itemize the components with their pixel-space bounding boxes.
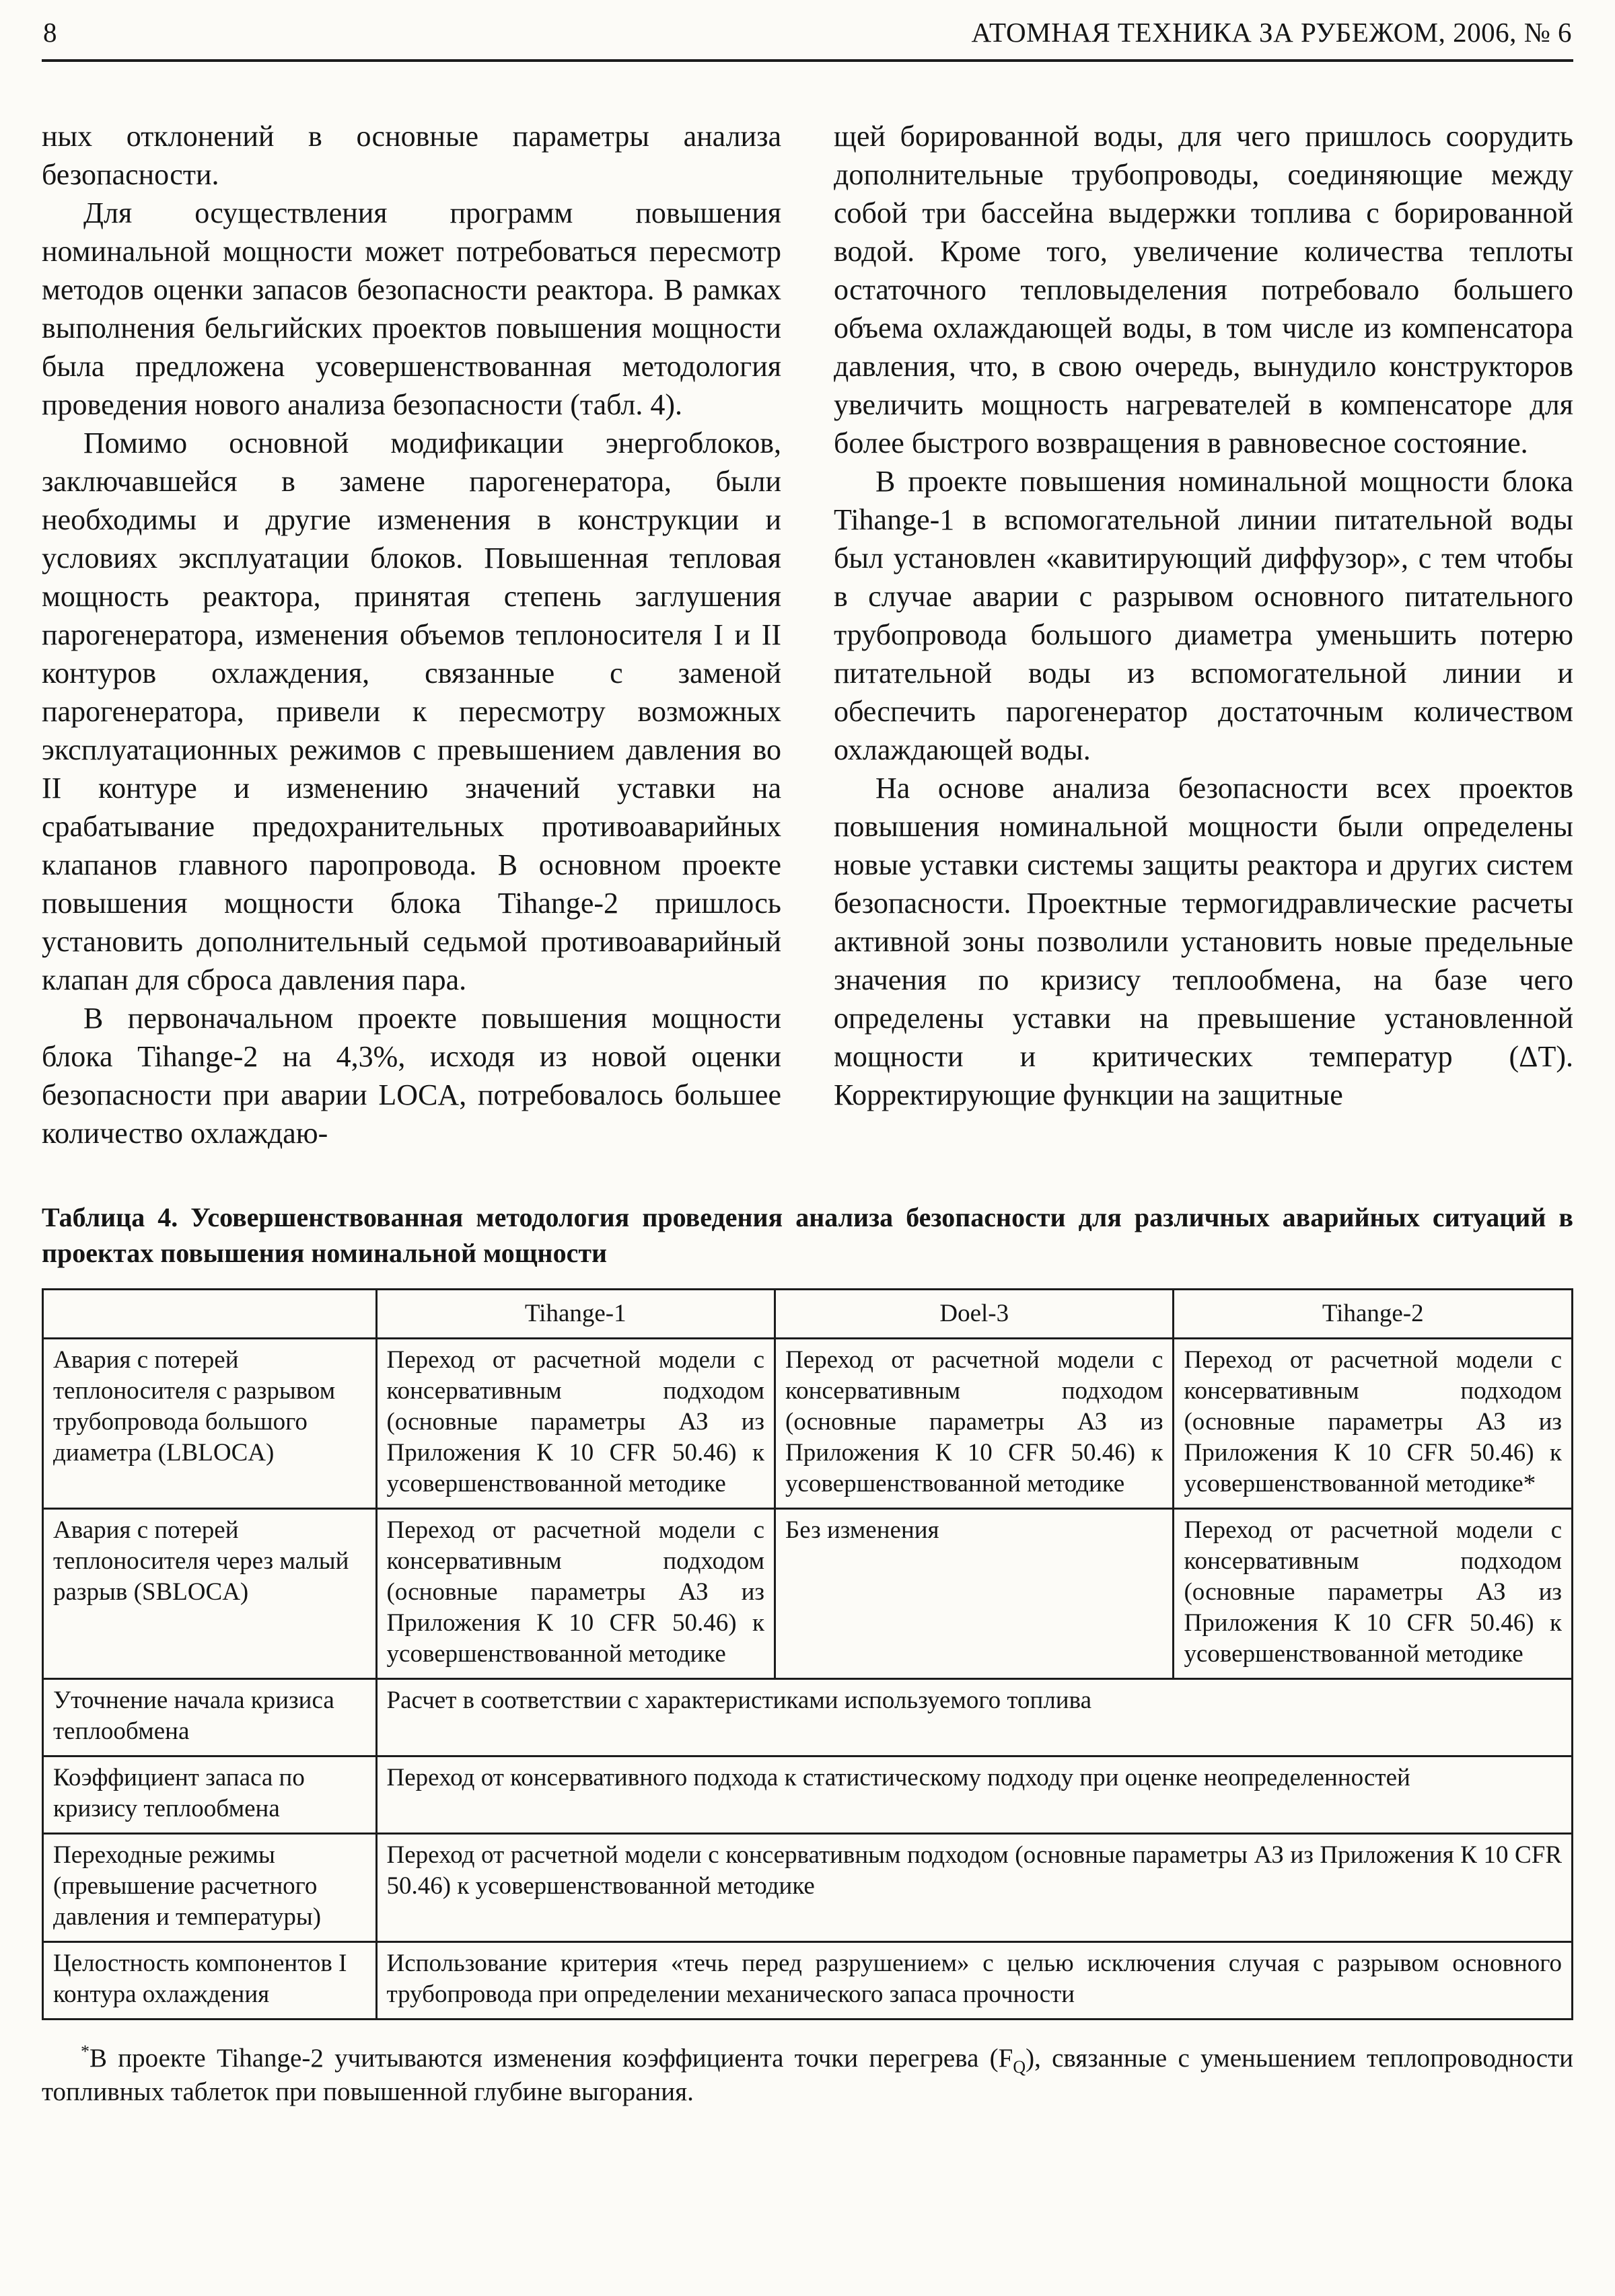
table-row (43, 1942, 1573, 2020)
paragraph: щей борированной воды, для чего пришлось соорудить дополнительные трубопроводы, соединяющие между собой три бассейна выдержки топлива с борированной водой. Кроме того, увеличение количества теплоты остаточного тепловыделения потребовало большего объема охлаждающей воды, в том числе из компенсатора давления, что, в свою очередь, вынудило конструкторов увеличить мощность нагревателей в компенсаторе для более быстрого возвращения в равновесное состояние. (834, 120, 1573, 459)
table-4 (42, 1288, 1573, 2020)
table-header-cell-tihange2: Tihange-2 (1174, 1290, 1573, 1339)
page-number: 8 (43, 17, 57, 48)
left-column (42, 117, 781, 1152)
footnote-text-continued: ), связанные с уменьшением теплопроводности топливных таблеток при повышенной глубине выгорания. (42, 2044, 1573, 2106)
paragraph: Для осуществления программ повышения номинальной мощности может потребоваться пересмотр методов оценки запасов безопасности реактора. В рамках выполнения бельгийских проектов повышения мощности была предложена усовершенствованная методология проведения нового анализа безопасности (табл. 4). (42, 196, 781, 421)
footnote-text: В проекте Tihange-2 учитываются изменения коэффициента точки перегрева (F (89, 2044, 1013, 2073)
page-header (42, 16, 1573, 59)
footnote (42, 2042, 1573, 2109)
table-cell: Переход от расчетной модели с консервативным подходом (основные параметры АЗ из Приложения К 10 CFR 50.46) к усовершенствованной методике (376, 1509, 775, 1679)
row-label: Целостность компонентов I контура охлаждения (43, 1942, 377, 2020)
table-header-cell-empty (43, 1290, 377, 1339)
table-cell: Переход от консервативного подхода к статистическому подходу при оценке неопределенностей (376, 1756, 1572, 1834)
row-label: Коэффициент запаса по кризису теплообмена (43, 1756, 377, 1834)
paragraph: На основе анализа безопасности всех проектов повышения номинальной мощности были определены новые уставки системы защиты реактора и других систем безопасности. Проектные термогидравлические расчеты активной зоны позволили установить новые предельные значения по кризису теплообмена, на базе чего определены уставки на превышение установленной мощности и критических температур (ΔT). Корректирующие функции на защитные (834, 772, 1573, 1111)
table-cell: Расчет в соответствии с характеристиками используемого топлива (376, 1679, 1572, 1756)
right-column (834, 117, 1573, 1152)
header-rule (42, 59, 1573, 62)
table-cell: Использование критерия «течь перед разрушением» с целью исключения случая с разрывом основного трубопровода при определении механического запаса прочности (376, 1942, 1572, 2020)
footnote-subscript: Q (1013, 2057, 1026, 2077)
journal-title: АТОМНАЯ ТЕХНИКА ЗА РУБЕЖОМ, 2006, № 6 (971, 17, 1572, 48)
table-row (43, 1756, 1573, 1834)
table-cell: Переход от расчетной модели с консервативным подходом (основные параметры АЗ из Приложения К 10 CFR 50.46) к усовершенствованной методике (775, 1339, 1174, 1509)
table-cell: Переход от расчетной модели с консервативным подходом (основные параметры АЗ из Приложения К 10 CFR 50.46) к усовершенствованной методике* (1174, 1339, 1573, 1509)
footnote-marker: * (81, 2042, 89, 2061)
table-cell: Без изменения (775, 1509, 1174, 1679)
table-header-cell-tihange1: Tihange-1 (376, 1290, 775, 1339)
table-cell: Переход от расчетной модели с консервативным подходом (основные параметры АЗ из Приложения К 10 CFR 50.46) к усовершенствованной методике (376, 1339, 775, 1509)
table-cell: Переход от расчетной модели с консервативным подходом (основные параметры АЗ из Приложения К 10 CFR 50.46) к усовершенствованной методике (1174, 1509, 1573, 1679)
table-row (43, 1339, 1573, 1509)
row-label: Переходные режимы (превышение расчетного давления и температуры) (43, 1834, 377, 1942)
table-row (43, 1509, 1573, 1679)
row-label: Авария с потерей теплоносителя с разрывом трубопровода большого диаметра (LBLOCA) (43, 1339, 377, 1509)
paragraph: Помимо основной модификации энергоблоков, заключавшейся в замене парогенератора, были необходимы и другие изменения в конструкции и условиях эксплуатации блоков. Повышенная тепловая мощность реактора, принятая степень заглушения парогенератора, изменения объемов теплоносителя I и II контуров охлаждения, связанные с заменой парогенератора, привели к пересмотру возможных эксплуатационных режимов с превышением давления во II контуре и изменению значений уставки на срабатывание предохранительных противоаварийных клапанов главного паропровода. В основном проекте повышения мощности блока Tihange-2 пришлось установить дополнительный седьмой противоаварийный клапан для сброса давления пара. (42, 427, 781, 996)
table-cell: Переход от расчетной модели с консервативным подходом (основные параметры АЗ из Приложения К 10 CFR 50.46) к усовершенствованной методике (376, 1834, 1572, 1942)
row-label: Уточнение начала кризиса теплообмена (43, 1679, 377, 1756)
table-header-row (43, 1290, 1573, 1339)
table-caption: Таблица 4. Усовершенствованная методология проведения анализа безопасности для различных аварийных ситуаций в проектах повышения номинальной мощности (42, 1202, 1573, 1268)
table-row (43, 1834, 1573, 1942)
paragraph: В проекте повышения номинальной мощности блока Tihange-1 в вспомогательной линии питательной воды был установлен «кавитирующий диффузор», с тем чтобы в случае аварии с разрывом основного питательного трубопровода большого диаметра уменьшить потерю питательной воды из вспомогательной линии и обеспечить парогенератор достаточным количеством охлаждающей воды. (834, 465, 1573, 766)
paragraph: ных отклонений в основные параметры анализа безопасности. (42, 120, 781, 191)
article-body (42, 117, 1573, 1152)
row-label: Авария с потерей теплоносителя через малый разрыв (SBLOCA) (43, 1509, 377, 1679)
paragraph: В первоначальном проекте повышения мощности блока Tihange-2 на 4,3%, исходя из новой оценки безопасности при аварии LOCA, потребовалось большее количество охлаждаю- (42, 1002, 781, 1150)
table-row (43, 1679, 1573, 1756)
table-header-cell-doel3: Doel-3 (775, 1290, 1174, 1339)
